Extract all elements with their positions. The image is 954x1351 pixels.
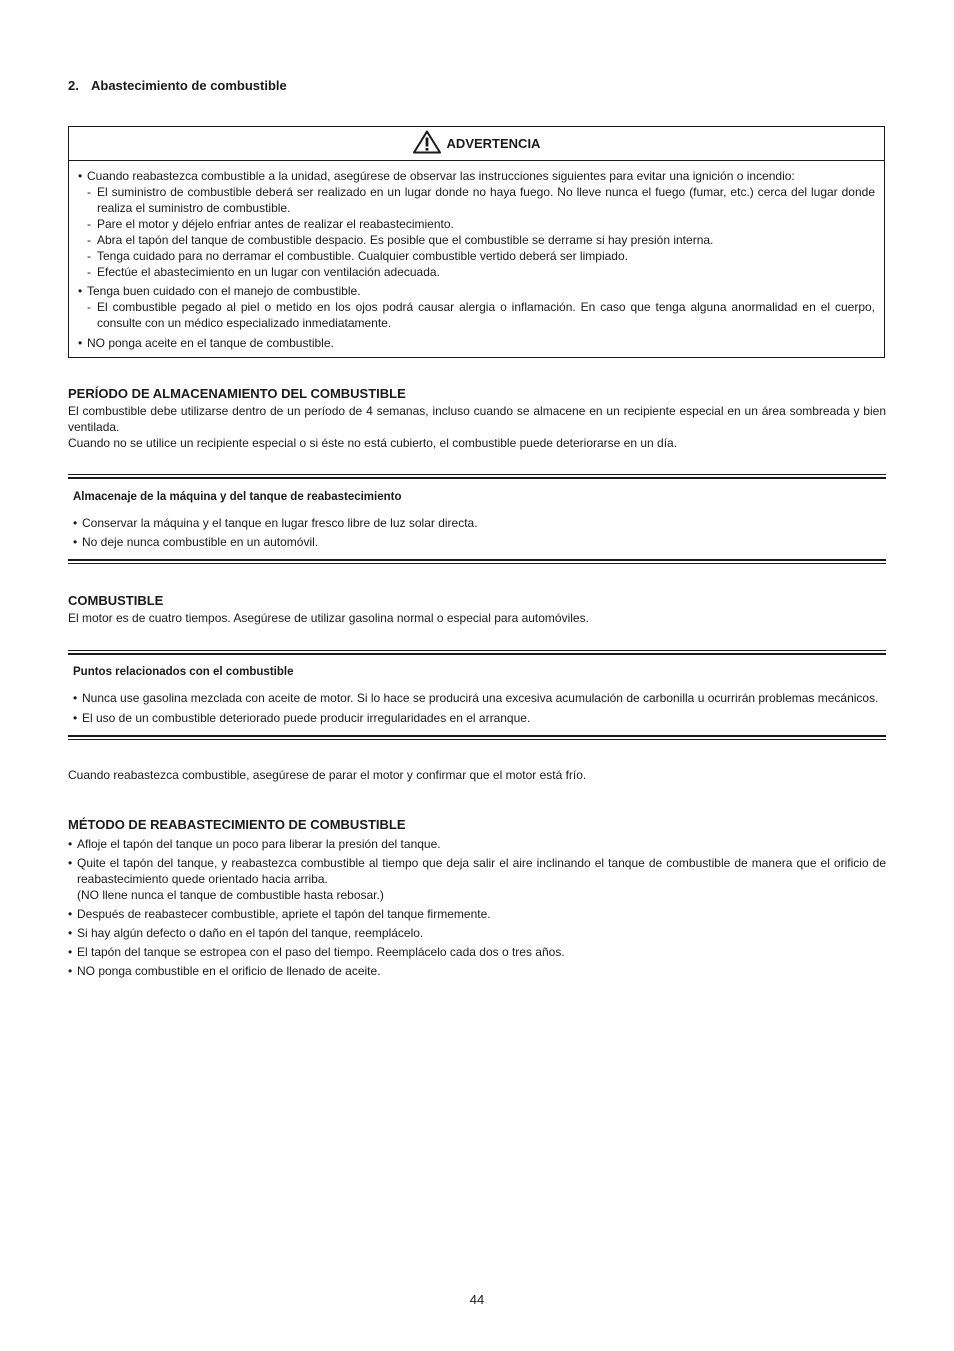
method-item: • Después de reabastecer combustible, apriete el tapón del tanque firmemente.	[68, 906, 886, 922]
method-item: • NO ponga combustible en el orificio de llenado de aceite.	[68, 963, 886, 979]
storage-heading: PERÍODO DE ALMACENAMIENTO DEL COMBUSTIBLE	[68, 386, 406, 401]
warning-box	[68, 126, 885, 358]
warning-subitem: - Tenga cuidado para no derramar el combustible. Cualquier combustible vertido deberá ser limpiado.	[78, 248, 875, 264]
method-item: • El tapón del tanque se estropea con el paso del tiempo. Reemplácelo cada dos o tres años.	[68, 944, 886, 960]
warning-subitem: - Abra el tapón del tanque de combustible despacio. Es posible que el combustible se derrame si hay presión interna.	[78, 232, 875, 248]
note-bottom-rule	[68, 559, 886, 564]
warning-subitem: - Efectúe el abastecimiento en un lugar con ventilación adecuada.	[78, 264, 875, 280]
method-list	[68, 836, 886, 982]
method-item: • Afloje el tapón del tanque un poco para liberar la presión del tanque.	[68, 836, 886, 852]
storage-paragraph: El combustible debe utilizarse dentro de un período de 4 semanas, incluso cuando se almacene en un recipiente especial en un área sombreada y bien ventilada.	[68, 404, 886, 434]
fuel-note-box	[68, 650, 886, 740]
fuel-note-title: Puntos relacionados con el combustible	[73, 666, 294, 678]
warning-header	[69, 127, 884, 161]
storage-note-title: Almacenaje de la máquina y del tanque de reabastecimiento	[73, 491, 402, 503]
fuel-text: El motor es de cuatro tiempos. Asegúrese de utilizar gasolina normal o especial para automóviles.	[68, 611, 589, 625]
storage-paragraph: Cuando no se utilice un recipiente especial o si éste no está cubierto, el combustible puede deteriorarse en un día.	[68, 436, 678, 450]
note-bottom-rule	[68, 735, 886, 740]
warning-triangle-icon	[413, 130, 441, 158]
warning-item: • Cuando reabastezca combustible a la unidad, asegúrese de observar las instrucciones siguientes para evitar una ignición o incendio:	[78, 168, 875, 184]
refuel-reminder: Cuando reabastezca combustible, asegúrese de parar el motor y confirmar que el motor está frío.	[68, 768, 587, 782]
storage-note-item: • Conservar la máquina y el tanque en lugar fresco libre de luz solar directa.	[73, 515, 881, 531]
fuel-note-item: • Nunca use gasolina mezclada con aceite de motor. Si lo hace se producirá una excesiva acumulación de carbonilla u ocurrirán problemas mecánicos.	[73, 690, 881, 706]
storage-text	[68, 403, 886, 451]
warning-subitem: - El suministro de combustible deberá ser realizado en un lugar donde no haya fuego. No lleve nunca el fuego (fumar, etc.) cerca del lugar donde realiza el suministro de combustible.	[78, 184, 875, 216]
warning-item: • Tenga buen cuidado con el manejo de combustible.	[78, 283, 875, 299]
note-top-rule	[68, 650, 886, 655]
note-top-rule	[68, 474, 886, 479]
warning-title: ADVERTENCIA	[446, 135, 541, 151]
storage-note-item: • No deje nunca combustible en un automóvil.	[73, 534, 881, 550]
section-number: 2.	[68, 78, 79, 93]
storage-note-box	[68, 474, 886, 564]
warning-subitem: - Pare el motor y déjelo enfriar antes de realizar el reabastecimiento.	[78, 216, 875, 232]
method-heading: MÉTODO DE REABASTECIMIENTO DE COMBUSTIBLE	[68, 817, 406, 832]
method-item: • Si hay algún defecto o daño en el tapón del tanque, reemplácelo.	[68, 925, 886, 941]
section-heading	[68, 78, 287, 94]
warning-item: • NO ponga aceite en el tanque de combustible.	[78, 335, 875, 351]
fuel-note-item: • El uso de un combustible deteriorado puede producir irregularidades en el arranque.	[73, 710, 881, 726]
fuel-heading: COMBUSTIBLE	[68, 593, 164, 608]
section-title: Abastecimiento de combustible	[91, 78, 287, 93]
warning-body	[69, 161, 884, 351]
page-number: 44	[469, 1292, 485, 1307]
method-item: • Quite el tapón del tanque, y reabastezca combustible al tiempo que deja salir el aire inclinando el tanque de combustible de manera que el orificio de reabastecimiento quede orientado hacia arriba. (NO llene nunca el tanque de combustible hasta rebosar.)	[68, 855, 886, 903]
warning-subitem: - El combustible pegado al piel o metido en los ojos podrá causar alergia o inflamación. En caso que tenga alguna anormalidad en el cuerpo, consulte con un médico especializado inmediatamente.	[78, 299, 875, 331]
method-item-note: (NO llene nunca el tanque de combustible hasta rebosar.)	[77, 888, 384, 902]
